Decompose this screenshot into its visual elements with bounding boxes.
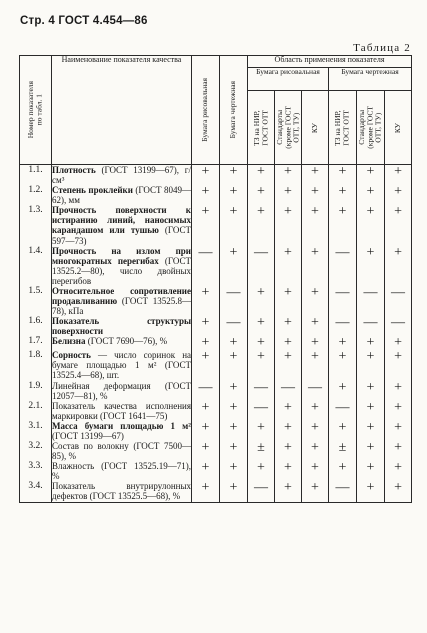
applicability-mark: + (192, 286, 220, 316)
applicability-mark: + (248, 336, 275, 350)
header-technical-paper: Бумага чертежная (220, 56, 248, 165)
table-caption: Таблица 2 (353, 42, 411, 54)
indicator-description: Линейная деформация (ГОСТ 12057—81), % (52, 380, 191, 401)
applicability-mark: — (357, 286, 385, 316)
table-row (20, 246, 412, 286)
applicability-mark: + (329, 421, 357, 441)
applicability-mark: + (302, 441, 329, 461)
applicability-mark: + (248, 165, 275, 186)
applicability-mark: + (275, 461, 302, 481)
header-standards-drawing: Стандарты (кроме ГОСТ ОТТ, ТУ) (275, 91, 302, 165)
applicability-mark: + (302, 316, 329, 336)
applicability-mark: + (192, 316, 220, 336)
applicability-mark: + (248, 286, 275, 316)
indicator-description: Влажность (ГОСТ 13525.19—71), % (52, 461, 191, 482)
indicator-name (52, 246, 192, 286)
applicability-mark: + (192, 336, 220, 350)
indicator-description: (ГОСТ 13199—67), г/см³ (52, 165, 191, 186)
applicability-mark: + (329, 336, 357, 350)
table-row (20, 461, 412, 481)
applicability-mark: + (385, 165, 412, 186)
indicator-title: Сорность (52, 350, 91, 361)
applicability-mark: — (329, 246, 357, 286)
table-row (20, 185, 412, 205)
applicability-mark: + (357, 246, 385, 286)
applicability-mark: + (302, 205, 329, 245)
applicability-mark: + (220, 350, 248, 380)
applicability-mark: + (220, 246, 248, 286)
indicator-title: Показатель структуры поверхности (52, 316, 191, 337)
indicator-number: 1.7. (20, 336, 52, 350)
applicability-mark: + (302, 401, 329, 421)
indicator-name (52, 185, 192, 205)
applicability-mark: + (357, 481, 385, 502)
applicability-mark: + (192, 165, 220, 186)
applicability-mark: — (248, 401, 275, 421)
indicator-number: 1.2. (20, 185, 52, 205)
applicability-mark: + (385, 461, 412, 481)
indicator-number: 2.1. (20, 401, 52, 421)
applicability-mark: + (302, 421, 329, 441)
applicability-mark: + (329, 461, 357, 481)
indicator-number: 3.4. (20, 481, 52, 502)
indicator-title: Относительное сопротивление продавливанию (52, 285, 191, 307)
applicability-mark: + (385, 185, 412, 205)
indicator-description: Показатель внутрирулонных дефектов (ГОСТ 13525.5—68), % (52, 481, 191, 502)
applicability-mark: + (220, 441, 248, 461)
applicability-mark: + (192, 421, 220, 441)
applicability-mark: + (385, 246, 412, 286)
applicability-mark: + (220, 401, 248, 421)
indicator-number: 1.3. (20, 205, 52, 245)
indicator-title: Прочность поверхности к истиранию линий, наносимых карандашом или тушью (52, 205, 191, 236)
table-row (20, 286, 412, 316)
applicability-mark: + (192, 401, 220, 421)
applicability-mark: + (385, 421, 412, 441)
indicator-title: Степень проклейки (52, 185, 133, 196)
applicability-mark: + (329, 165, 357, 186)
applicability-mark: + (357, 185, 385, 205)
applicability-mark: + (357, 165, 385, 186)
table-row (20, 401, 412, 421)
table-row (20, 481, 412, 502)
indicator-description: (ГОСТ 7690—76), % (85, 336, 168, 347)
applicability-mark: — (275, 381, 302, 401)
applicability-mark: — (329, 481, 357, 502)
applicability-mark: — (248, 246, 275, 286)
page-header: Стр. 4 ГОСТ 4.454—86 (20, 15, 148, 27)
applicability-mark: + (329, 350, 357, 380)
table-row (20, 441, 412, 461)
indicator-description: Состав по волокну (ГОСТ 7500—85), % (52, 441, 191, 462)
applicability-mark: + (385, 441, 412, 461)
applicability-mark: + (192, 441, 220, 461)
applicability-mark: + (357, 205, 385, 245)
applicability-mark: + (302, 461, 329, 481)
applicability-mark: + (192, 205, 220, 245)
indicator-name (52, 165, 192, 186)
indicator-number: 3.2. (20, 441, 52, 461)
applicability-mark: + (248, 421, 275, 441)
applicability-mark: + (357, 401, 385, 421)
header-application-area: Область применения показателя (248, 56, 412, 68)
indicator-name (52, 461, 192, 481)
applicability-mark: + (329, 381, 357, 401)
applicability-mark: — (385, 316, 412, 336)
header-ku-drawing: КУ (302, 91, 329, 165)
applicability-mark: + (302, 185, 329, 205)
applicability-mark: + (220, 481, 248, 502)
indicator-number: 1.6. (20, 316, 52, 336)
applicability-mark: + (192, 481, 220, 502)
indicator-description: (ГОСТ 13525.2—80), число двойных перегибов (52, 255, 191, 286)
applicability-mark: + (275, 441, 302, 461)
table-row (20, 316, 412, 336)
header-standards-technical: Стандарты (кроме ГОСТ ОТТ, ТУ) (357, 91, 385, 165)
table-row (20, 350, 412, 380)
applicability-mark: + (275, 336, 302, 350)
applicability-mark: + (220, 421, 248, 441)
applicability-mark: — (329, 286, 357, 316)
applicability-mark: + (220, 336, 248, 350)
applicability-mark: + (302, 336, 329, 350)
applicability-mark: + (220, 185, 248, 205)
indicator-number: 1.5. (20, 286, 52, 316)
applicability-mark: + (220, 381, 248, 401)
applicability-mark: + (275, 401, 302, 421)
applicability-mark: — (329, 401, 357, 421)
applicability-mark: + (275, 421, 302, 441)
applicability-mark: + (220, 165, 248, 186)
indicator-name (52, 350, 192, 380)
header-indicator-number: Номер показателя по табл. 1 (20, 56, 52, 165)
table-row (20, 165, 412, 186)
header-drawing-paper: Бумага рисовальная (192, 56, 220, 165)
indicator-title: Прочность на излом при многократных перегибах (52, 245, 191, 266)
indicator-title: Масса бумаги площадью 1 м² (52, 420, 191, 431)
applicability-mark: + (302, 481, 329, 502)
applicability-mark: + (248, 350, 275, 380)
applicability-mark: + (248, 185, 275, 205)
table-body (20, 165, 412, 503)
applicability-mark: + (357, 381, 385, 401)
indicator-title: Плотность (52, 165, 96, 175)
applicability-mark: + (192, 461, 220, 481)
applicability-mark: + (357, 421, 385, 441)
table-row (20, 205, 412, 245)
indicator-name (52, 316, 192, 336)
applicability-mark: + (385, 205, 412, 245)
table-row (20, 381, 412, 401)
quality-indicators-table (19, 55, 412, 503)
applicability-mark: + (248, 316, 275, 336)
applicability-mark: + (357, 461, 385, 481)
applicability-mark: + (192, 350, 220, 380)
indicator-name (52, 481, 192, 502)
applicability-mark: + (302, 246, 329, 286)
indicator-description: — число соринок на бумаге площадью 1 м² (ГОСТ 13525.4—68), шт. (52, 350, 191, 381)
applicability-mark: + (275, 185, 302, 205)
indicator-name (52, 441, 192, 461)
indicator-description: (ГОСТ 8049—62), мм (52, 185, 191, 206)
applicability-mark: + (357, 441, 385, 461)
applicability-mark: + (302, 165, 329, 186)
indicator-description: (ГОСТ 597—73) (52, 225, 191, 246)
applicability-mark: + (248, 205, 275, 245)
applicability-mark: — (192, 381, 220, 401)
applicability-mark: — (220, 316, 248, 336)
indicator-description: (ГОСТ 13525.8—78), кПа (52, 296, 191, 317)
applicability-mark: + (275, 316, 302, 336)
table-row (20, 336, 412, 350)
applicability-mark: + (357, 336, 385, 350)
applicability-mark: + (329, 185, 357, 205)
applicability-mark: + (357, 350, 385, 380)
applicability-mark: + (220, 205, 248, 245)
indicator-name (52, 381, 192, 401)
table-row (20, 421, 412, 441)
indicator-name (52, 401, 192, 421)
applicability-mark: + (302, 286, 329, 316)
applicability-mark: + (220, 461, 248, 481)
indicator-description: (ГОСТ 13199—67) (52, 430, 124, 441)
applicability-mark: + (275, 205, 302, 245)
applicability-mark: + (385, 350, 412, 380)
applicability-mark: + (275, 165, 302, 186)
applicability-mark: + (302, 350, 329, 380)
indicator-description: Показатель качества исполнения маркировки (ГОСТ 1641—75) (52, 400, 191, 421)
header-indicator-name: Наименование показателя качества (52, 56, 192, 165)
applicability-mark: + (385, 401, 412, 421)
header-tz-technical: ТЗ на НИР, ГОСТ ОТТ (329, 91, 357, 165)
indicator-number: 1.8. (20, 350, 52, 380)
applicability-mark: — (192, 246, 220, 286)
indicator-name (52, 286, 192, 316)
indicator-name (52, 336, 192, 350)
indicator-number: 3.1. (20, 421, 52, 441)
applicability-mark: — (385, 286, 412, 316)
indicator-name (52, 205, 192, 245)
applicability-mark: + (275, 481, 302, 502)
applicability-mark: + (329, 205, 357, 245)
header-ku-technical: КУ (385, 91, 412, 165)
applicability-mark: + (275, 286, 302, 316)
applicability-mark: — (220, 286, 248, 316)
applicability-mark: — (329, 316, 357, 336)
applicability-mark: — (248, 481, 275, 502)
indicator-name (52, 421, 192, 441)
header-group-technical-paper: Бумага чертежная (329, 68, 412, 91)
header-group-drawing-paper: Бумага рисовальная (248, 68, 329, 91)
applicability-mark: + (248, 461, 275, 481)
indicator-title: Белизна (52, 336, 86, 347)
applicability-mark: + (275, 246, 302, 286)
applicability-mark: — (357, 316, 385, 336)
applicability-mark: + (385, 481, 412, 502)
applicability-mark: — (302, 381, 329, 401)
indicator-number: 3.3. (20, 461, 52, 481)
indicator-number: 1.9. (20, 381, 52, 401)
applicability-mark: + (385, 381, 412, 401)
applicability-mark: ± (329, 441, 357, 461)
applicability-mark: + (192, 185, 220, 205)
header-tz-drawing: ТЗ на НИР, ГОСТ ОТТ (248, 91, 275, 165)
applicability-mark: + (385, 336, 412, 350)
applicability-mark: + (275, 350, 302, 380)
applicability-mark: — (248, 381, 275, 401)
applicability-mark: ± (248, 441, 275, 461)
indicator-number: 1.1. (20, 165, 52, 186)
indicator-number: 1.4. (20, 246, 52, 286)
